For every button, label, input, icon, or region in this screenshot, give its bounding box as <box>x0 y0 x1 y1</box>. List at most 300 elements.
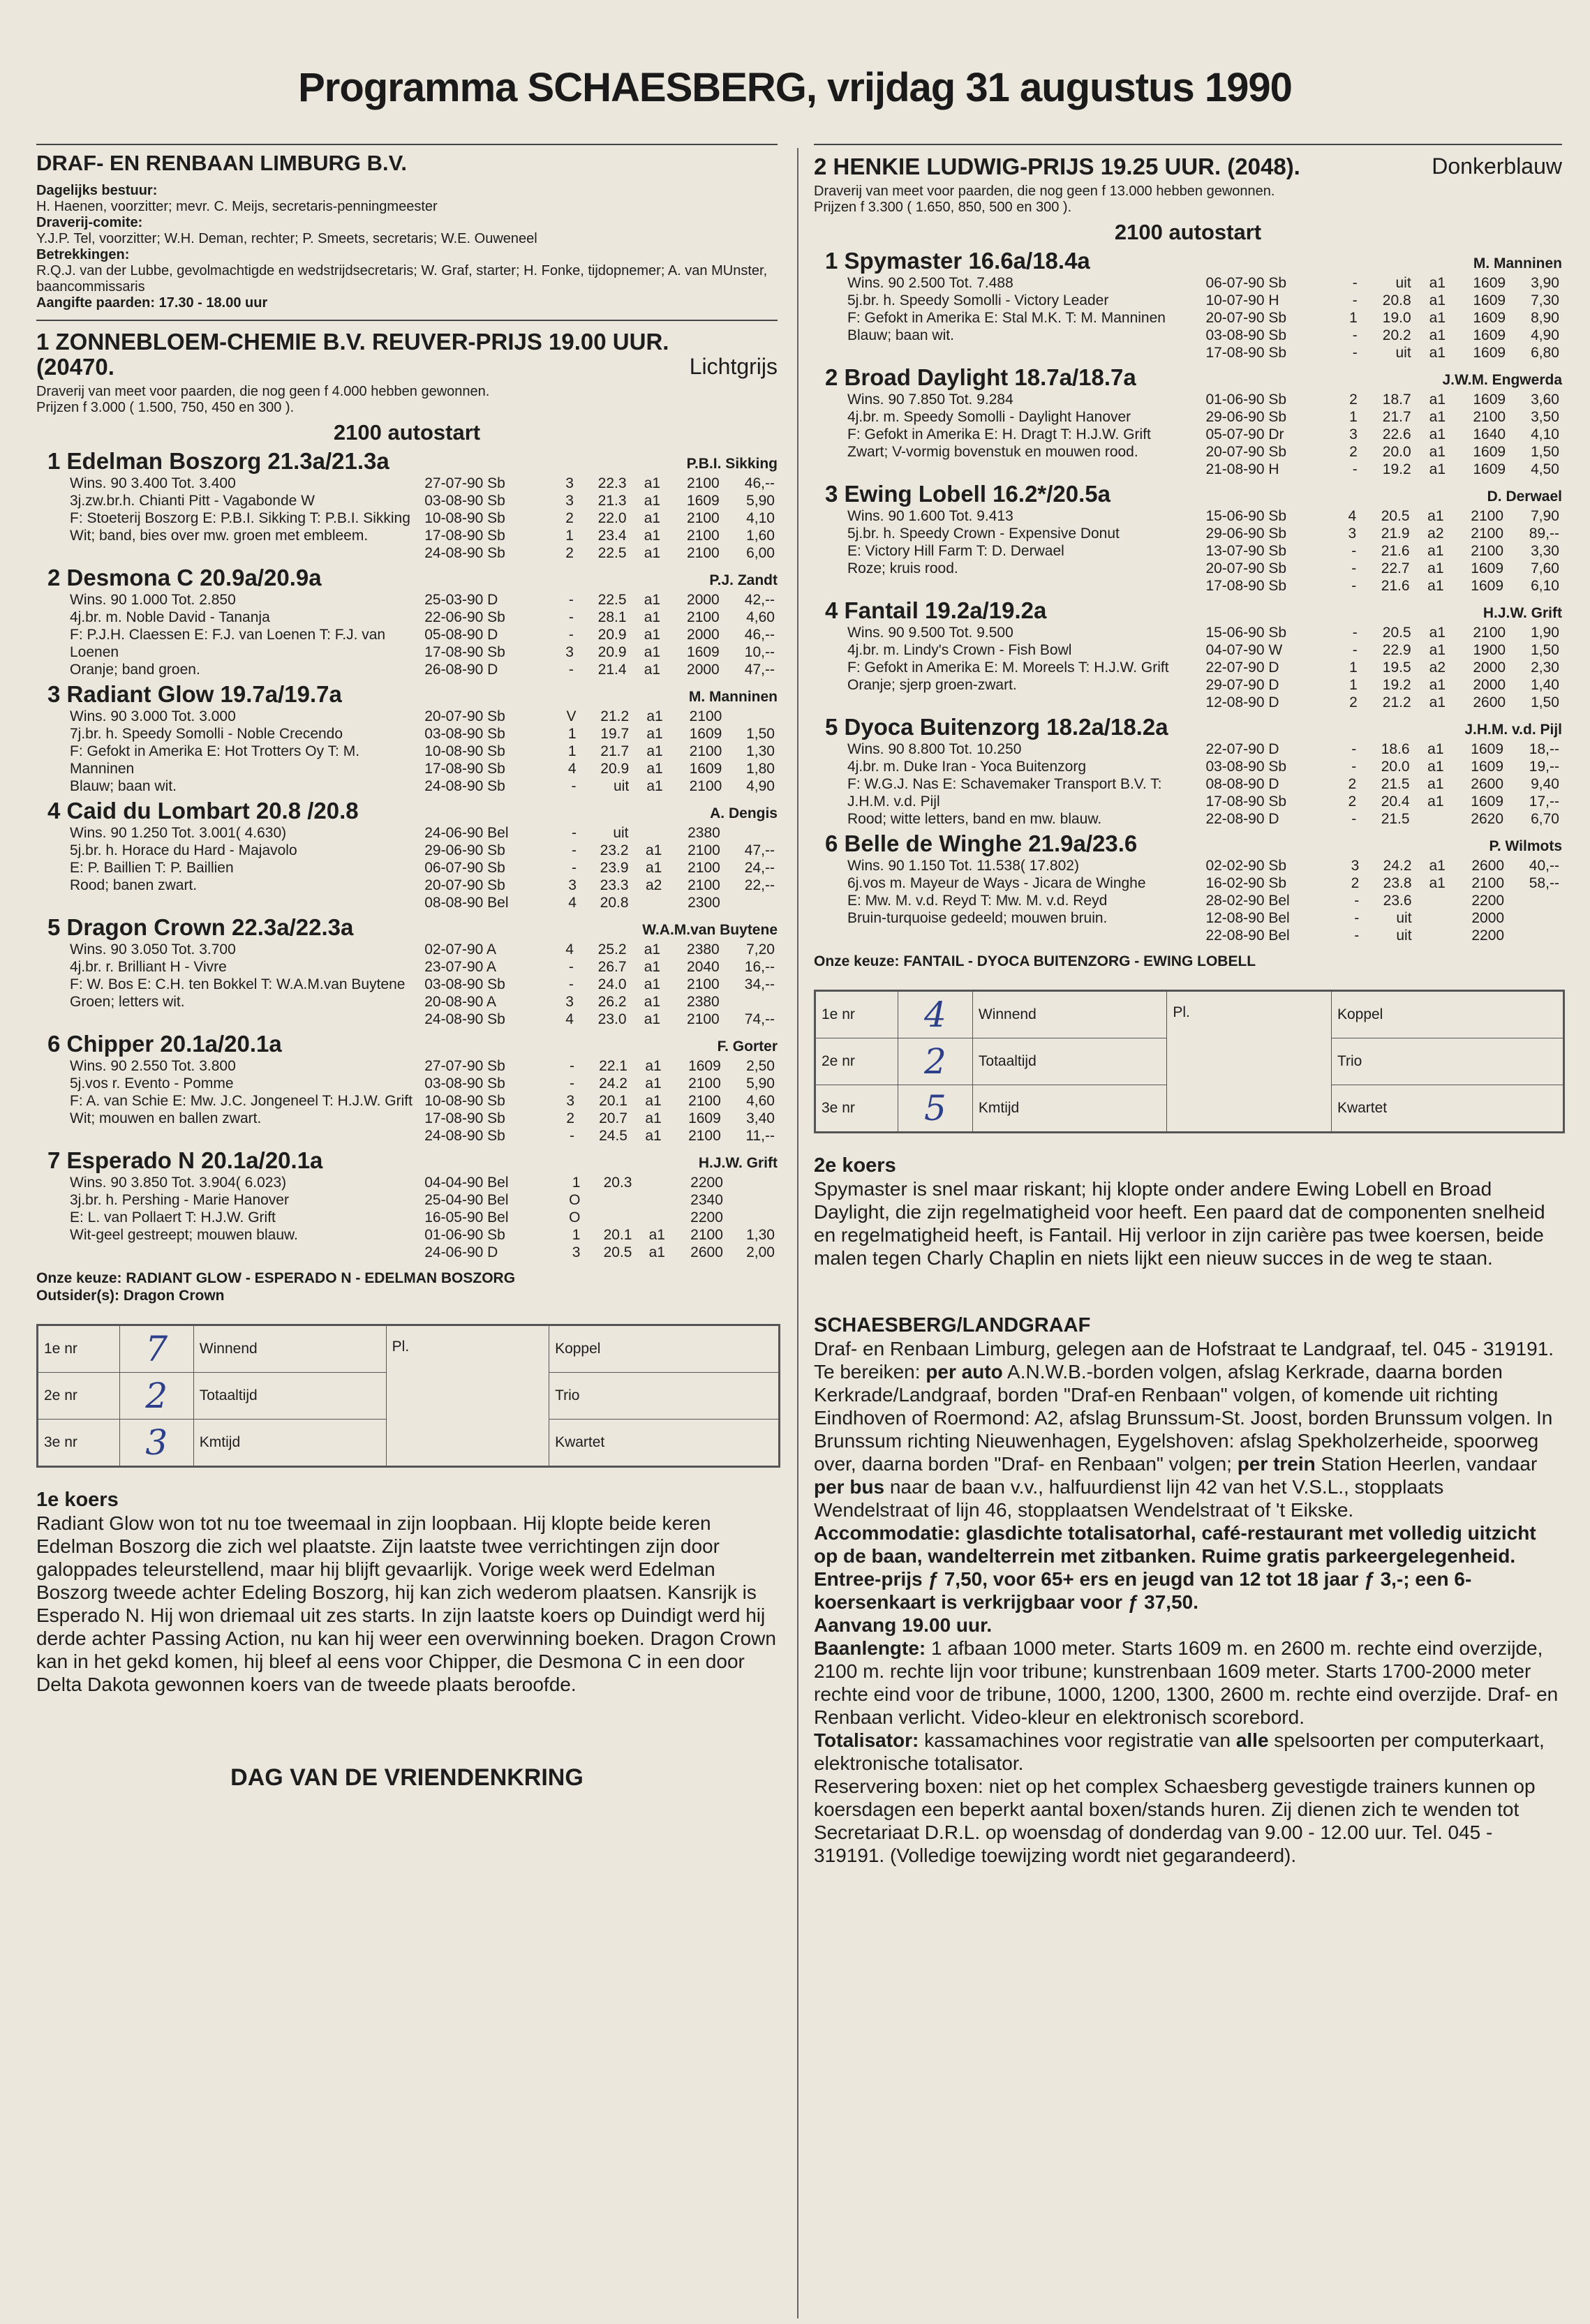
run-cell: 2100 <box>688 860 720 876</box>
bet-form <box>36 1324 780 1468</box>
schaesberg-title: SCHAESBERG/LANDGRAAF <box>814 1314 1091 1336</box>
run-cell: 2100 <box>687 545 720 561</box>
run-cell: V <box>566 708 577 724</box>
run-cell: 2380 <box>688 825 720 841</box>
run-cell: - <box>568 662 574 678</box>
run-cell: 19,-- <box>1529 759 1559 775</box>
run-cell: 2 <box>1348 794 1357 810</box>
run-cell: a1 <box>646 761 663 777</box>
run-cell: a1 <box>1427 776 1444 792</box>
bet-row-label: 2e nr <box>38 1373 120 1420</box>
run-cell: 2600 <box>1473 694 1506 710</box>
run-cell: 25.2 <box>597 941 627 958</box>
race-color: Donkerblauw <box>1432 154 1562 179</box>
horse-body <box>36 708 778 795</box>
run-cell: 06-07-90 Sb <box>424 860 505 876</box>
run-cell: a1 <box>1427 543 1444 559</box>
divider <box>36 320 778 321</box>
run-cell: a1 <box>644 592 661 608</box>
run-cell <box>726 1174 778 1191</box>
runs-table <box>1203 624 1562 711</box>
bet-handwritten-number[interactable]: 4 <box>898 992 972 1038</box>
race-prizes: Prijzen f 3.000 ( 1.500, 750, 450 en 300 ). <box>36 400 295 415</box>
run-cell: 22-08-90 D <box>1205 811 1279 827</box>
run-cell: 05-08-90 D <box>424 627 498 643</box>
run-cell: 2100 <box>687 609 720 625</box>
run-cell: 18,-- <box>1529 741 1559 757</box>
run-cell: 1640 <box>1473 426 1506 442</box>
runs-table <box>422 1057 778 1145</box>
run-cell: 22.7 <box>1381 560 1410 576</box>
run-cell: - <box>1354 893 1360 909</box>
horse-trainer: J.W.M. Engwerda <box>1442 372 1562 388</box>
horse-info-line: 6j.vos m. Mayeur de Ways - Jicara de Winghe <box>847 875 1146 891</box>
run-cell: a1 <box>646 708 663 724</box>
run-cell: 29-06-90 Sb <box>1205 409 1287 425</box>
run-cell: 4 <box>565 1011 574 1027</box>
run-row <box>1203 874 1562 892</box>
run-cell: 1 <box>1349 677 1358 693</box>
run-cell: 1609 <box>1471 741 1503 757</box>
horse-header <box>814 597 1562 624</box>
horse-entry <box>36 565 778 678</box>
horse-info-line: Bruin-turquoise gedeeld; mouwen bruin. <box>847 910 1108 926</box>
horse-info-line: Groen; letters wit. <box>70 994 185 1010</box>
bet-handwritten-number[interactable]: 7 <box>119 1326 193 1373</box>
run-row <box>422 1075 778 1092</box>
run-cell: - <box>1352 345 1358 361</box>
horse-info-line: F: Gefokt in Amerika E: Stal M.K. T: M. Manninen <box>847 310 1166 326</box>
run-cell: a1 <box>645 1110 662 1126</box>
run-cell: 1609 <box>1473 292 1506 308</box>
run-cell: 2380 <box>687 994 720 1010</box>
run-cell: - <box>1351 811 1357 827</box>
horse-info <box>36 708 422 795</box>
run-cell: 24-08-90 Sb <box>424 1011 505 1027</box>
horse-trainer: H.J.W. Grift <box>698 1155 778 1171</box>
run-cell <box>1415 927 1448 944</box>
text: Draf- en Renbaan Limburg, gelegen aan de Hofstraat te Landgraaf, tel. 045 - 319191. Te bereiken: <box>814 1338 1554 1383</box>
run-cell: 24.0 <box>597 976 627 992</box>
run-row <box>422 842 778 859</box>
horse-info-line: 3j.br. h. Pershing - Marie Hanover <box>70 1192 289 1208</box>
aanvang: Aanvang 19.00 uur. <box>814 1614 993 1636</box>
bet-table <box>38 1325 779 1466</box>
race-condition: Draverij van meet voor paarden, die nog geen f 13.000 hebben gewonnen. <box>814 184 1275 199</box>
koers1-text: Radiant Glow won tot nu toe tweemaal in zijn loopbaan. Hij klopte beide keren Edelman Boszorg die zich wel plaatste. Zijn laatste twee verrichtingen zijn door galoppades teleurstellend, maar hij blijft gevaarlijk. Vorige week werd Edelman Boszorg tweede achter Edeling Boszorg, hij kan zich wederom plaatsen. Kansrijk is Esperado N. Hij won driemaal uit zes starts. In zijn laatste koers op Duindigt werd hij derde achter Passing Action, nu kan hij weer een overwinning boeken. Dragon Crown kan in het gekd komen, hij bleef al eens voor Chipper, die Desmona C in een door Delta Dakota gewonnen koers van de tweede plaats beroofde. <box>36 1512 776 1695</box>
run-row <box>1203 542 1562 560</box>
run-cell: a1 <box>646 778 663 794</box>
horse-info-line: F: Gefokt in Amerika E: H. Dragt T: H.J.W. Grift <box>847 426 1151 442</box>
bet-handwritten-number[interactable]: 3 <box>119 1420 193 1466</box>
run-cell: 2 <box>1348 776 1357 792</box>
horse-entry <box>36 681 778 795</box>
horse-header <box>36 1031 778 1057</box>
horse-entry <box>36 798 778 911</box>
horse-runs <box>1203 507 1562 595</box>
run-cell: 29-06-90 Sb <box>1205 526 1287 542</box>
run-cell: 4 <box>568 895 577 911</box>
run-cell: 4,50 <box>1531 461 1559 477</box>
horse-info-line: Zwart; V-vormig bovenstuk en mouwen rood. <box>847 444 1138 460</box>
horse-runs <box>1203 857 1562 944</box>
run-row <box>422 958 778 976</box>
horse-runs <box>1203 391 1562 478</box>
horse-name: 6 Chipper 20.1a/20.1a <box>47 1031 282 1057</box>
horse-runs <box>422 941 778 1028</box>
run-row <box>422 743 778 760</box>
horse-name: 3 Radiant Glow 19.7a/19.7a <box>47 681 342 707</box>
run-cell: - <box>571 825 577 841</box>
run-cell: 20.0 <box>1381 759 1410 775</box>
run-cell: 2 <box>565 545 574 561</box>
horse-runs <box>1203 624 1562 711</box>
run-cell: a1 <box>644 609 661 625</box>
run-cell: 6,80 <box>1531 345 1559 361</box>
run-cell: 5,90 <box>746 493 775 509</box>
run-cell: 1609 <box>1473 275 1506 291</box>
run-cell: 2000 <box>1473 660 1506 676</box>
run-row <box>1203 344 1562 362</box>
bet-type-label: Koppel <box>549 1326 779 1373</box>
run-cell: 1,80 <box>746 761 775 777</box>
run-cell: 12-08-90 Bel <box>1205 910 1290 926</box>
run-cell: 1609 <box>689 761 722 777</box>
horse-body <box>36 941 778 1028</box>
run-cell: 20.8 <box>1382 292 1411 308</box>
horse-info-line: F: Stoeterij Boszorg E: P.B.I. Sikking T: P.B.I. Sikking <box>70 510 410 526</box>
run-row <box>1203 758 1562 775</box>
run-cell: 1609 <box>1473 327 1506 343</box>
horse-header <box>814 364 1562 391</box>
run-row <box>422 894 778 911</box>
run-cell: 2200 <box>690 1175 723 1191</box>
run-cell: 24-06-90 D <box>424 1244 498 1260</box>
horse-name: 2 Broad Daylight 18.7a/18.7a <box>825 364 1136 390</box>
run-cell: 20.3 <box>603 1175 632 1191</box>
run-cell: 46,-- <box>744 475 775 491</box>
run-cell: 21.9 <box>1381 526 1410 542</box>
run-cell: - <box>568 976 574 992</box>
horse-info-line: 3j.zw.br.h. Chianti Pitt - Vagabonde W <box>70 493 315 509</box>
run-cell: 2100 <box>690 1227 723 1243</box>
run-cell: 05-07-90 Dr <box>1205 426 1284 442</box>
run-cell <box>634 1174 668 1191</box>
run-cell: 1609 <box>1471 759 1503 775</box>
horse-trainer: A. Dengis <box>710 805 778 821</box>
run-cell: 22.0 <box>597 510 627 526</box>
bet-handwritten-number[interactable]: 2 <box>119 1373 193 1420</box>
text: A.N.W.B.-borden volgen, afslag Kerkrade, daarna borden Kerkrade/Landgraaf, borden "Draf-en Renbaan" volgen, of komende uit richting Eindhoven of Roermond: A2, afslag Brunssum-St. Joost, borden Brunssum volgen. In Brunssum richting Nieuwenhagen, Eygelshoven: afslag Spekholzerheide, spoorweg over, daarna borden "Draf- en Renbaan" volgen; <box>814 1361 1553 1475</box>
run-cell: a1 <box>1429 858 1446 874</box>
run-cell: 21.2 <box>600 708 630 724</box>
horse-name: 2 Desmona C 20.9a/20.9a <box>47 565 322 590</box>
horse-info-line: Wins. 90 1.150 Tot. 11.538( 17.802) <box>847 858 1079 874</box>
run-cell <box>1507 892 1562 909</box>
run-cell: uit <box>613 825 629 841</box>
run-cell: 2 <box>1351 875 1360 891</box>
run-cell: a1 <box>1429 426 1446 442</box>
race-2 <box>814 144 1562 1133</box>
run-cell: 24.2 <box>599 1075 627 1092</box>
run-row <box>422 1174 778 1191</box>
run-cell: 46,-- <box>744 627 775 643</box>
runs-table <box>1203 274 1562 362</box>
horse-entry <box>36 1147 778 1261</box>
horse-trainer: H.J.W. Grift <box>1483 605 1562 621</box>
horse-info-line: Wins. 90 1.000 Tot. 2.850 <box>70 592 236 608</box>
run-cell: a1 <box>1429 694 1446 710</box>
baanlengte-label: Baanlengte: <box>814 1637 926 1659</box>
horse-body <box>36 824 778 911</box>
bet-row-label: 2e nr <box>816 1038 898 1085</box>
run-cell: - <box>1352 292 1358 308</box>
run-cell: 2000 <box>1473 677 1506 693</box>
run-cell: a1 <box>1429 677 1446 693</box>
bet-row <box>38 1326 779 1373</box>
entree: Entree-prijs ƒ 7,50, voor 65+ ers en jeugd van 12 tot 18 jaar ƒ 3,-; een 6-koersenkaart is verkrijgbaar voor ƒ 37,50. <box>814 1568 1472 1613</box>
run-cell: 22-07-90 D <box>1205 741 1279 757</box>
run-cell: a2 <box>646 877 662 893</box>
run-cell: 21.4 <box>597 662 627 678</box>
run-cell: 2300 <box>688 895 720 911</box>
run-row <box>422 509 778 527</box>
horse-entry <box>814 597 1562 711</box>
run-cell: a2 <box>1427 526 1444 542</box>
run-cell: a1 <box>1427 741 1444 757</box>
run-row <box>422 1110 778 1127</box>
run-row <box>422 777 778 795</box>
run-cell: 18.7 <box>1382 392 1411 408</box>
run-cell: 1 <box>567 726 577 742</box>
org-label: Draverij-comite: <box>36 215 143 230</box>
run-cell: O <box>569 1209 581 1226</box>
run-row <box>422 976 778 993</box>
run-cell: 10,-- <box>744 644 775 660</box>
bet-handwritten-number[interactable]: 2 <box>898 1038 972 1085</box>
run-row <box>1203 274 1562 292</box>
run-cell: - <box>1351 759 1357 775</box>
bet-type-label: Kmtijd <box>972 1085 1166 1132</box>
column-divider <box>797 148 798 2318</box>
outsider-text: Outsider(s): Dragon Crown <box>36 1288 225 1304</box>
run-cell: 26.2 <box>597 994 627 1010</box>
run-cell <box>723 894 778 911</box>
run-row <box>422 993 778 1011</box>
run-cell: 2100 <box>1473 409 1506 425</box>
run-cell: 23.8 <box>1383 875 1412 891</box>
run-row <box>1203 857 1562 874</box>
run-cell: 02-02-90 Sb <box>1205 858 1287 874</box>
run-cell <box>1507 909 1562 927</box>
horse-name: 1 Edelman Boszorg 21.3a/21.3a <box>47 448 389 474</box>
run-cell: 27-07-90 Sb <box>424 475 505 491</box>
horse-trainer: F. Gorter <box>717 1038 778 1055</box>
run-cell: 3 <box>568 877 577 893</box>
run-cell: 1609 <box>1473 392 1506 408</box>
runs-table <box>1203 857 1562 944</box>
run-row <box>1203 461 1562 478</box>
run-cell: uit <box>613 778 630 794</box>
run-row <box>422 609 778 626</box>
run-row <box>422 1209 778 1226</box>
run-cell <box>632 894 665 911</box>
run-cell: 1609 <box>687 644 720 660</box>
run-row <box>422 859 778 877</box>
horse-name: 1 Spymaster 16.6a/18.4a <box>825 248 1090 274</box>
page-title: Programma SCHAESBERG, vrijdag 31 augustus 1990 <box>298 65 1292 110</box>
run-cell: a1 <box>644 662 661 678</box>
horse-info-line: Roze; kruis rood. <box>847 560 958 576</box>
horse-info-line: F: P.J.H. Claessen E: F.J. van Loenen T: F.J. van Loenen <box>70 627 386 660</box>
run-cell: 2100 <box>1471 875 1505 891</box>
divider <box>814 144 1562 145</box>
run-cell: 19.5 <box>1382 660 1411 676</box>
race-header <box>814 154 1562 179</box>
bet-form <box>814 990 1565 1133</box>
org-text: Y.J.P. Tel, voorzitter; W.H. Deman, rechter; P. Smeets, secretaris; W.E. Ouweneel <box>36 231 537 246</box>
run-cell: 2100 <box>1471 543 1503 559</box>
run-cell: 10-07-90 H <box>1205 292 1279 308</box>
run-cell: 2 <box>1349 444 1358 460</box>
bet-type-label: Trio <box>1331 1038 1563 1085</box>
run-cell: 22.1 <box>599 1058 627 1074</box>
horse-body <box>36 1057 778 1145</box>
run-cell: 22-08-90 Bel <box>1205 928 1290 944</box>
run-cell: 40,-- <box>1529 858 1559 874</box>
run-cell: 47,-- <box>744 662 775 678</box>
right-column <box>814 144 1562 1867</box>
bet-row-label: 3e nr <box>816 1085 898 1132</box>
run-cell: O <box>569 1192 581 1208</box>
run-cell: - <box>1351 741 1357 757</box>
run-cell: 1 <box>567 743 577 759</box>
horse-name: 5 Dragon Crown 22.3a/22.3a <box>47 914 354 940</box>
horse-info-line: E: P. Baillien T: P. Baillien <box>70 860 234 876</box>
run-row <box>1203 443 1562 461</box>
run-cell: 3,30 <box>1531 543 1559 559</box>
run-cell: 1,60 <box>746 528 775 544</box>
run-cell: 2600 <box>1471 858 1505 874</box>
run-cell: 27-07-90 Sb <box>424 1058 505 1074</box>
run-cell <box>1413 810 1447 828</box>
run-cell: 1609 <box>1473 345 1506 361</box>
run-cell: - <box>570 1058 574 1074</box>
race-keuze <box>814 953 1562 970</box>
horse-info <box>814 507 1203 595</box>
run-cell: a1 <box>648 1244 665 1260</box>
horse-info-line: Wins. 90 1.600 Tot. 9.413 <box>847 508 1013 524</box>
run-cell: 01-06-90 Sb <box>424 1227 505 1243</box>
horse-info-line: Blauw; baan wit. <box>847 327 954 343</box>
left-column <box>36 144 778 1792</box>
horse-info-line: Rood; banen zwart. <box>70 877 198 893</box>
run-row <box>422 941 778 958</box>
horse-trainer: J.H.M. v.d. Pijl <box>1464 722 1562 738</box>
runs-table <box>422 708 778 795</box>
run-cell: a1 <box>645 1058 662 1074</box>
run-cell: 1609 <box>688 1058 721 1074</box>
horse-info <box>36 475 422 562</box>
run-row <box>1203 659 1562 676</box>
run-cell: a1 <box>1429 292 1446 308</box>
run-cell: 7,90 <box>1531 508 1559 524</box>
run-cell: 2100 <box>688 842 720 858</box>
run-cell: uit <box>1396 910 1412 926</box>
koers2-text: Spymaster is snel maar riskant; hij klopte onder andere Ewing Lobell en Broad Daylight, die zijn regelmatigheid voor heeft. Een paard dat de componenten snelheid en regelmatigheid heeft, is Fantail. Hij verloor in zijn carière pas twee koersen, beide malen tegen Charly Chaplin en niets lijkt een nieuw succes in de weg te staan. <box>814 1178 1545 1269</box>
run-cell: a1 <box>644 976 661 992</box>
run-cell: a1 <box>646 726 663 742</box>
horse-info <box>36 941 422 1028</box>
run-row <box>1203 740 1562 758</box>
run-cell: 2100 <box>687 976 720 992</box>
run-cell: 20.9 <box>597 627 627 643</box>
run-row <box>422 1127 778 1145</box>
run-cell: 2000 <box>687 662 720 678</box>
run-cell: 21.2 <box>1382 694 1411 710</box>
run-cell: 24.5 <box>599 1128 627 1144</box>
run-cell <box>634 1191 668 1209</box>
run-cell: 1,50 <box>1531 444 1559 460</box>
run-cell: 23.6 <box>1383 893 1412 909</box>
bet-handwritten-number[interactable]: 5 <box>898 1085 972 1132</box>
run-cell: 2100 <box>689 743 722 759</box>
run-cell: 4 <box>1348 508 1357 524</box>
horse-trainer: P.J. Zandt <box>709 572 778 588</box>
run-cell: 21.5 <box>1381 811 1410 827</box>
run-cell: 20.7 <box>599 1110 627 1126</box>
run-row <box>1203 525 1562 542</box>
run-cell: 20-07-90 Sb <box>1205 310 1287 326</box>
run-cell: a1 <box>1429 625 1446 641</box>
run-cell: 28-02-90 Bel <box>1205 893 1290 909</box>
bet-row-label: 3e nr <box>38 1420 120 1466</box>
run-cell: - <box>1352 625 1358 641</box>
run-cell: 16-02-90 Sb <box>1205 875 1287 891</box>
horse-info-line: E: Mw. M. v.d. Reyd T: Mw. M. v.d. Reyd <box>847 893 1108 909</box>
horse-info-line: Wins. 90 2.550 Tot. 3.800 <box>70 1058 236 1074</box>
horse-info-line: Wit; band, bies over mw. groen met embleem. <box>70 528 369 544</box>
run-cell: - <box>571 842 577 858</box>
race-title: 2 HENKIE LUDWIG-PRIJS 19.25 UUR. (2048). <box>814 154 1300 179</box>
run-row <box>422 1226 778 1244</box>
run-cell: 20.5 <box>603 1244 632 1260</box>
run-cell: 19.7 <box>600 726 630 742</box>
horse-entry <box>36 1031 778 1145</box>
run-cell: a1 <box>644 528 661 544</box>
run-row <box>422 1057 778 1075</box>
horse-info-line: Wins. 90 2.500 Tot. 7.488 <box>847 275 1013 291</box>
horse-info <box>36 1174 422 1261</box>
run-row <box>422 591 778 609</box>
race-conditions <box>36 384 778 416</box>
runs-table <box>422 475 778 562</box>
run-cell: 6,00 <box>746 545 775 561</box>
totalisator-label: Totalisator: <box>814 1729 919 1751</box>
run-cell: 03-08-90 Sb <box>424 976 505 992</box>
run-cell: 1609 <box>1471 794 1503 810</box>
horse-info-line: Wins. 90 1.250 Tot. 3.001( 4.630) <box>70 825 287 841</box>
run-cell <box>723 824 778 842</box>
race-keuze <box>36 1269 778 1304</box>
run-cell: a1 <box>1429 461 1446 477</box>
run-cell: a1 <box>644 545 661 561</box>
text-bold: per trein <box>1237 1453 1316 1475</box>
run-cell <box>722 993 778 1011</box>
horse-trainer: P.B.I. Sikking <box>686 456 778 472</box>
horse-info <box>814 740 1203 828</box>
run-cell: 22.5 <box>597 545 627 561</box>
